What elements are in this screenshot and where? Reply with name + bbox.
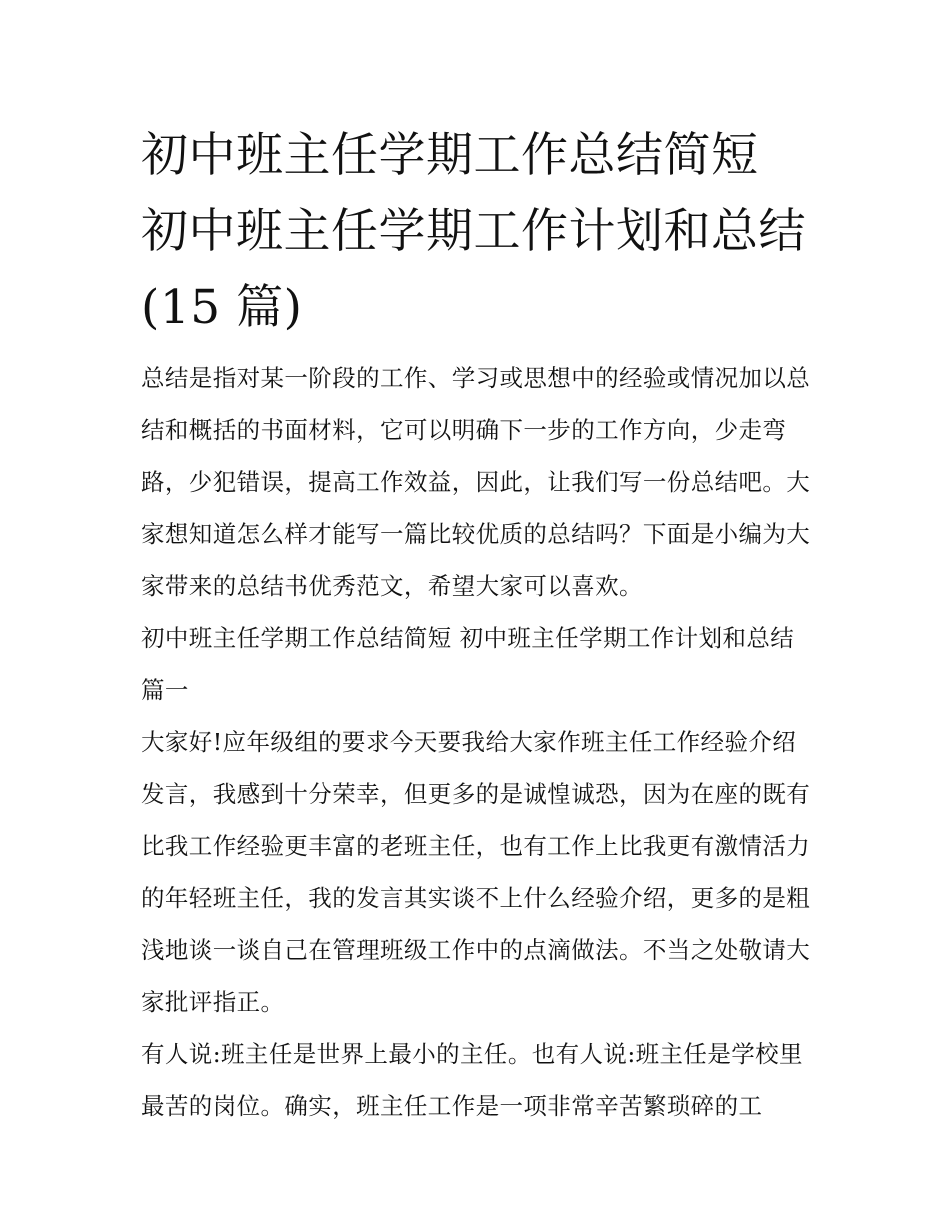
document-title: 初中班主任学期工作总结简短 初中班主任学期工作计划和总结(15 篇) [141, 128, 806, 335]
body-paragraph-2: 有人说:班主任是世界上最小的主任。也有人说:班主任是学校里最苦的岗位。确实，班主任工作是一项非常辛苦繁琐碎的工 [141, 1040, 803, 1120]
document-body [141, 118, 813, 1132]
section-heading: 初中班主任学期工作总结简短 初中班主任学期工作计划和总结篇一 [141, 624, 795, 704]
body-paragraph-1: 大家好!应年级组的要求今天要我给大家作班主任工作经验介绍发言，我感到十分荣幸，但更多的是诚惶诚恐，因为在座的既有比我工作经验更丰富的老班主任，也有工作上比我更有激情活力的年轻班主任，我的发言其实谈不上什么经验介绍，更多的是粗浅地谈一谈自己在管理班级工作中的点滴做法。不当之处敬请大家批评指正。 [141, 728, 811, 1016]
intro-paragraph: 总结是指对某一阶段的工作、学习或思想中的经验或情况加以总结和概括的书面材料，它可以明确下一步的工作方向，少走弯路，少犯错误，提高工作效益，因此，让我们写一份总结吧。大家想知道怎么样才能写一篇比较优质的总结吗？下面是小编为大家带来的总结书优秀范文，希望大家可以喜欢。 [141, 364, 811, 600]
